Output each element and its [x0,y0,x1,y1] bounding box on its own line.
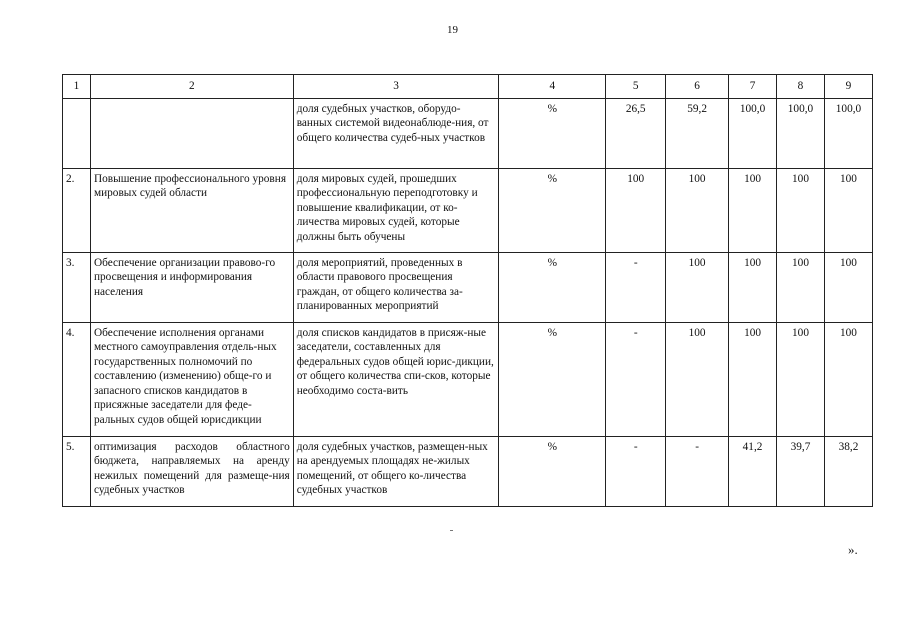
row-number-cell: 3. [63,252,91,322]
indicator-cell: доля судебных участков, размещен-ных на арендуемых площадях не-жилых помещений, от общего ко-личества судебных участков [293,436,499,506]
value-cell: 100 [666,322,729,436]
header-cell: 3 [293,75,499,99]
header-cell: 4 [499,75,606,99]
table-row [63,436,873,506]
value-cell: 100,0 [824,98,872,168]
table-header-row [63,75,873,99]
value-cell: 100 [824,168,872,252]
value-cell: 100 [824,252,872,322]
task-cell [90,98,293,168]
unit-cell: % [499,252,606,322]
header-cell: 1 [63,75,91,99]
header-cell: 5 [606,75,666,99]
indicator-cell: доля мероприятий, проведенных в области правового просвещения граждан, от общего количества за-планированных мероприятий [293,252,499,322]
table-row [63,322,873,436]
task-cell: Обеспечение организации правово-го просвещения и информирования населения [90,252,293,322]
indicator-cell: доля судебных участков, оборудо-ванных системой видеонаблюде-ния, от общего количества судеб-ных участков [293,98,499,168]
value-cell: - [606,252,666,322]
unit-cell: % [499,436,606,506]
task-cell: Повышение профессионального уровня мировых судей области [90,168,293,252]
page-number: 19 [447,24,458,36]
unit-cell: % [499,168,606,252]
closing-quote-mark: ». [848,542,858,557]
task-cell: Обеспечение исполнения органами местного самоуправления отдель-ных государственных полномочий по составлению (изменению) обще-го и запасного списков кандидатов в присяжные заседатели для феде-ральных судов общей юрисдикции [90,322,293,436]
value-cell: 100 [666,252,729,322]
scan-mark [450,530,453,531]
value-cell: 100 [666,168,729,252]
value-cell: 100 [777,322,825,436]
value-cell: 100 [824,322,872,436]
table-row [63,98,873,168]
unit-cell: % [499,98,606,168]
header-cell: 7 [729,75,777,99]
header-cell: 8 [777,75,825,99]
value-cell: 41,2 [729,436,777,506]
value-cell: 100 [729,252,777,322]
table-row [63,252,873,322]
row-number-cell: 4. [63,322,91,436]
value-cell: 59,2 [666,98,729,168]
row-number-cell: 5. [63,436,91,506]
header-cell: 6 [666,75,729,99]
table-row [63,168,873,252]
header-cell: 9 [824,75,872,99]
value-cell: - [606,322,666,436]
indicator-cell: доля списков кандидатов в присяж-ные заседатели, составленных для федеральных судов общей юрис-дикции, от общего количества спи-сков, которые необходимо соста-вить [293,322,499,436]
header-cell: 2 [90,75,293,99]
value-cell: 26,5 [606,98,666,168]
task-cell: оптимизация расходов областного бюджета, направляемых на аренду нежилых помещений для размеще-ния судебных участков [90,436,293,506]
unit-cell: % [499,322,606,436]
value-cell: 100 [729,168,777,252]
value-cell: 100 [777,252,825,322]
row-number-cell: 2. [63,168,91,252]
value-cell: 39,7 [777,436,825,506]
value-cell: - [666,436,729,506]
indicators-table [62,74,873,507]
row-number-cell [63,98,91,168]
value-cell: 38,2 [824,436,872,506]
indicator-cell: доля мировых судей, прошедших профессиональную переподготовку и повышение квалификации, от ко-личества мировых судей, которые должны быть обучены [293,168,499,252]
value-cell: - [606,436,666,506]
value-cell: 100,0 [777,98,825,168]
value-cell: 100 [606,168,666,252]
value-cell: 100,0 [729,98,777,168]
value-cell: 100 [777,168,825,252]
value-cell: 100 [729,322,777,436]
